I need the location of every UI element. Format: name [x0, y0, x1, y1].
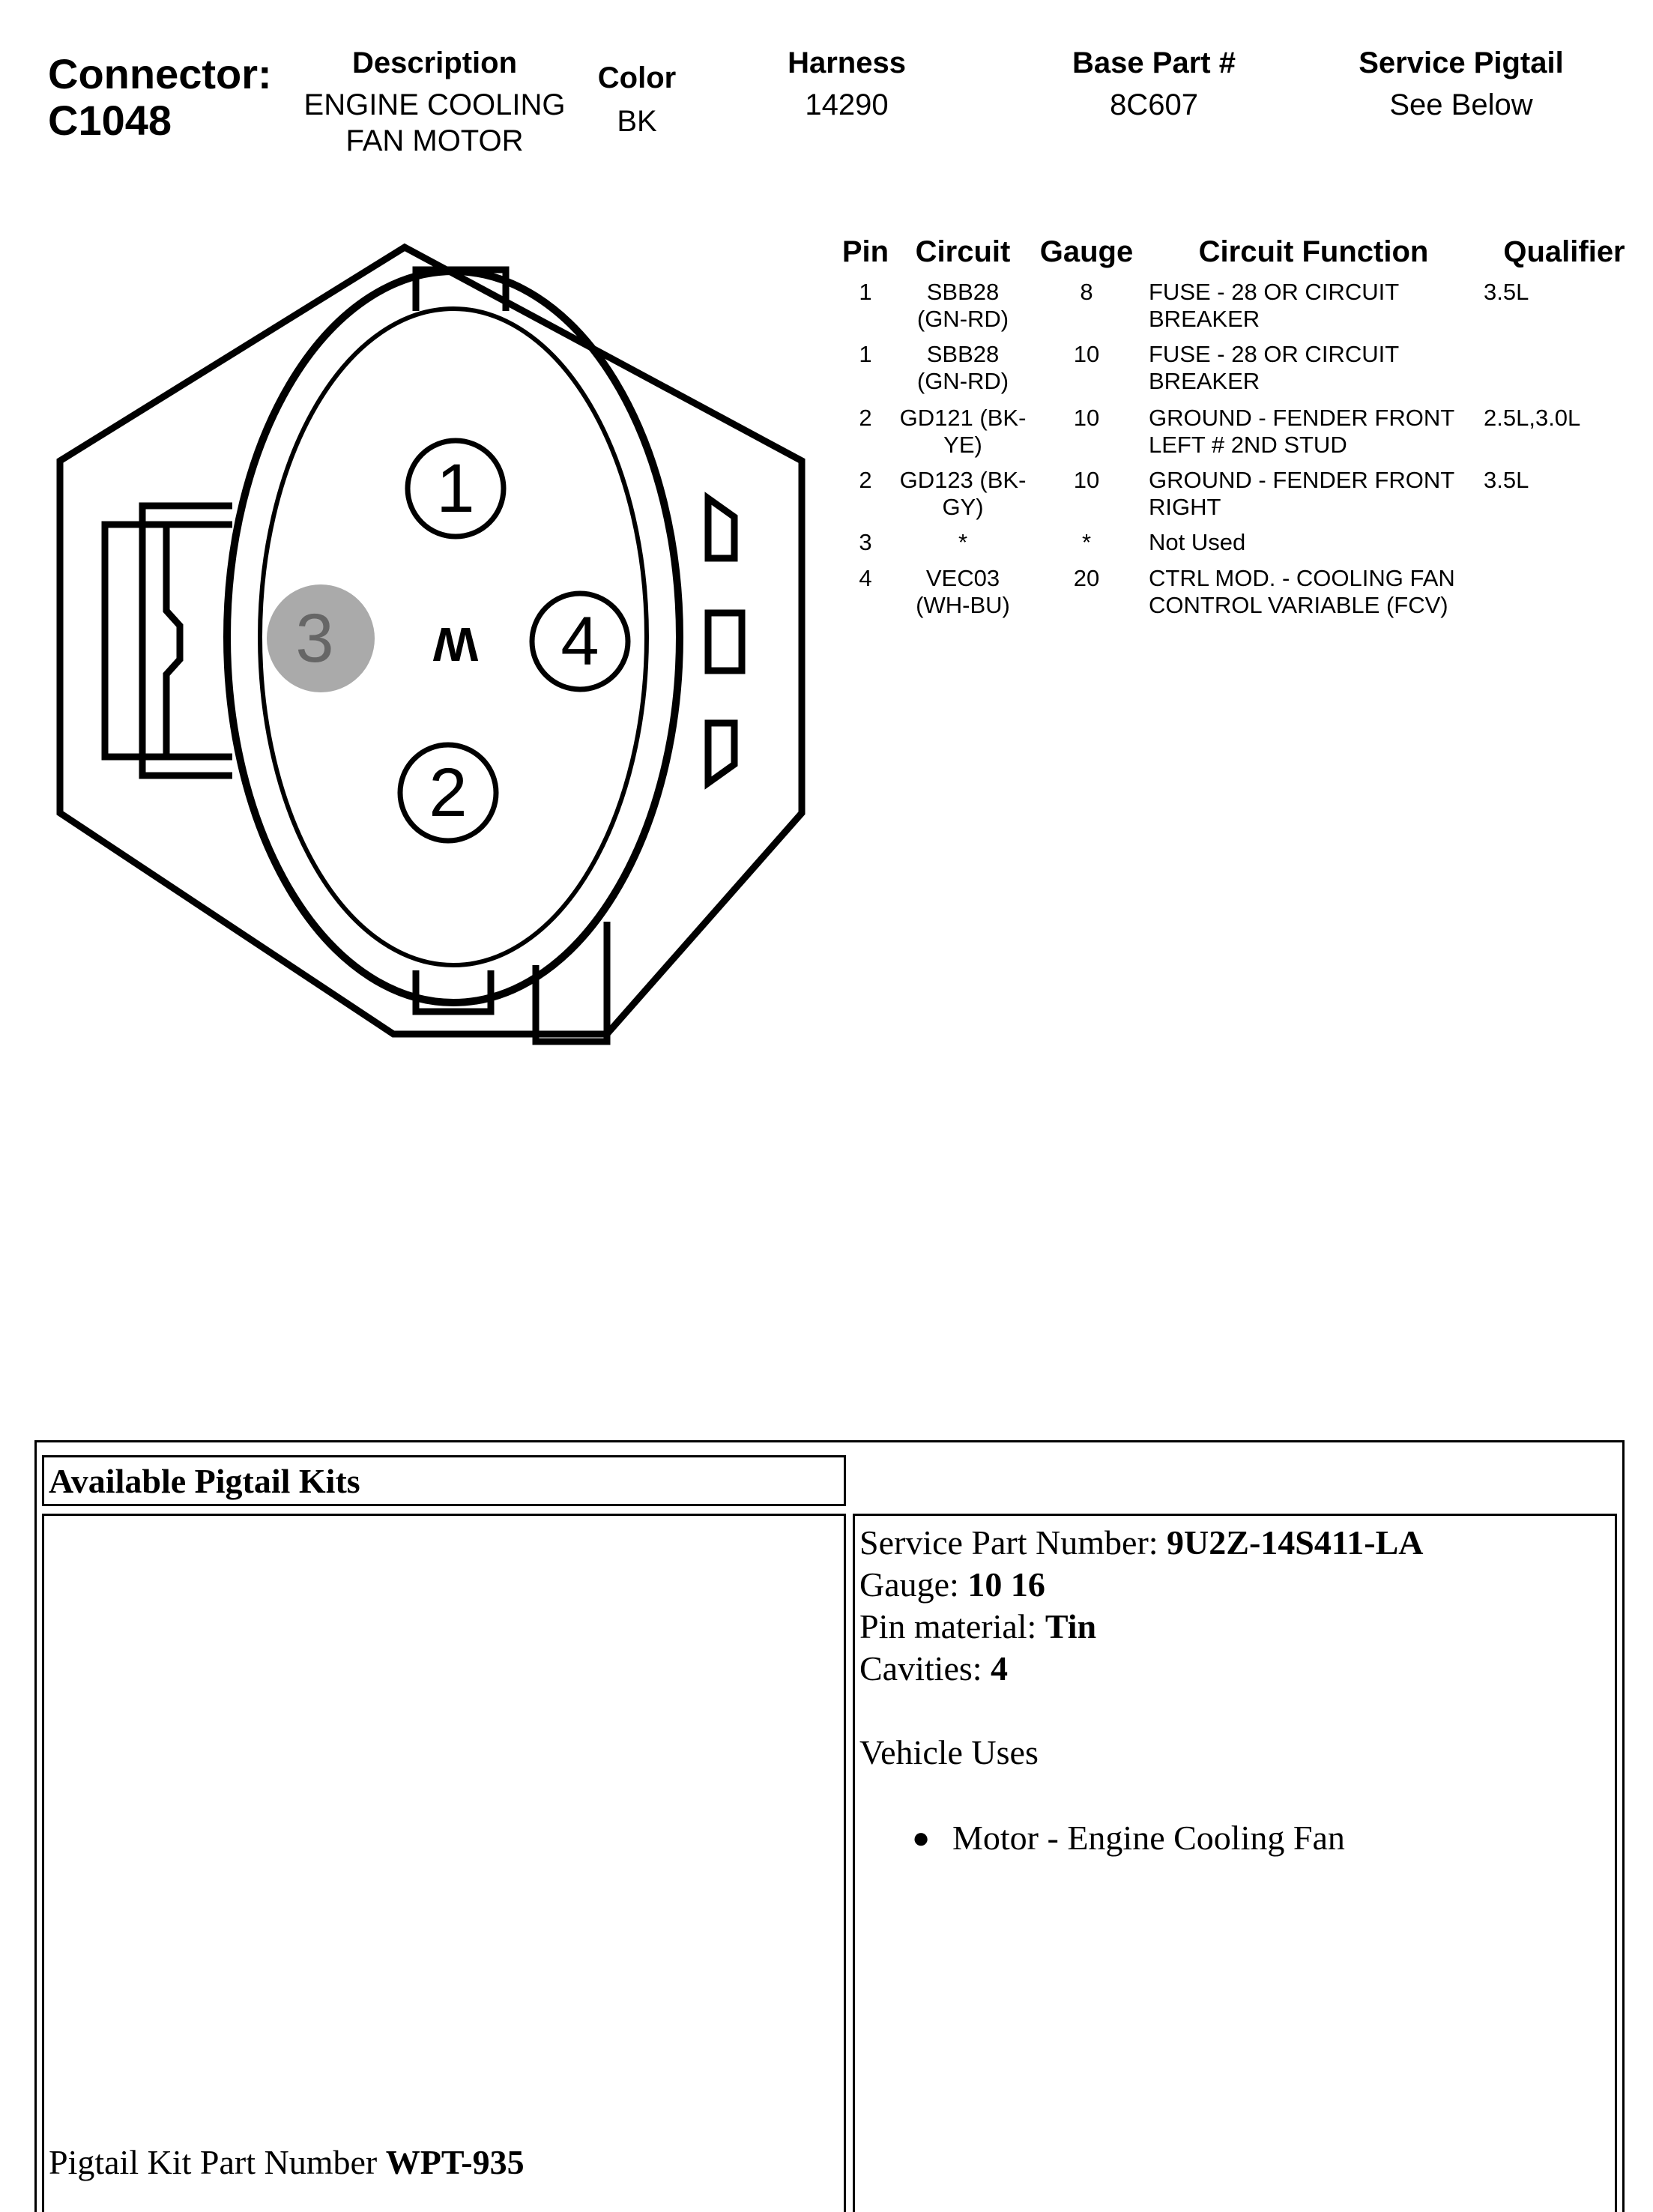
row-gauge: 8: [1080, 279, 1093, 305]
pin-2-label: 2: [429, 755, 468, 831]
row-gauge: 10: [1073, 467, 1100, 493]
pigtail-title: Available Pigtail Kits: [49, 1462, 360, 1500]
left-bracket: [142, 506, 232, 776]
row-function: CTRL MOD. - COOLING FAN CONTROL VARIABLE (FCV): [1149, 565, 1455, 618]
row-circuit: GD123 (BK- GY): [899, 467, 1027, 520]
right-bump-top: [708, 498, 734, 558]
vehicle-use-text: Motor - Engine Cooling Fan: [952, 1819, 1345, 1857]
bottom-key: [536, 922, 607, 1042]
pin-material: Pin material: Tin: [859, 1607, 1097, 1646]
harness-value: 14290: [805, 88, 889, 121]
row-pin: 1: [859, 279, 872, 305]
row-gauge: 20: [1073, 565, 1100, 591]
pin-2: [400, 745, 496, 841]
pin-3-label: 3: [295, 600, 334, 677]
service-pigtail-header: Service Pigtail: [1359, 46, 1564, 79]
row-function: GROUND - FENDER FRONT LEFT # 2ND STUD: [1149, 405, 1455, 458]
connector-face-diagram: [0, 0, 839, 1079]
pigtail-kit-cell: [42, 1514, 846, 2212]
row-circuit: *: [958, 529, 968, 555]
row-function: FUSE - 28 OR CIRCUIT BREAKER: [1149, 279, 1400, 332]
base-part-value: 8C607: [1110, 88, 1198, 121]
row-pin: 2: [859, 405, 872, 431]
pin-4-label: 4: [560, 603, 599, 680]
bullet-icon: ●: [912, 1821, 931, 1855]
left-bracket-notch: [166, 525, 180, 757]
color-header: Color: [597, 61, 677, 94]
right-bump-bottom: [708, 723, 734, 783]
description-header: Description: [351, 46, 518, 79]
connector-label: Connector:: [48, 50, 272, 97]
kit-label: Pigtail Kit Part Number: [49, 2143, 386, 2181]
key-letter: W: [432, 617, 479, 671]
pin-table-header-function: Circuit Function: [1198, 235, 1429, 268]
row-circuit: SBB28 (GN-RD): [916, 341, 1009, 394]
row-gauge: 10: [1073, 341, 1100, 367]
service-pigtail-column: [1326, 45, 1596, 123]
row-circuit: GD121 (BK- YE): [899, 405, 1027, 458]
row-circuit: VEC03 (WH-BU): [916, 565, 1010, 618]
row-gauge: 10: [1073, 405, 1100, 431]
pigtail-title-cell: [42, 1455, 846, 1506]
pigtail-kit-part-number: [49, 2142, 525, 2184]
row-function: FUSE - 28 OR CIRCUIT BREAKER: [1149, 341, 1400, 394]
cavities: Cavities: 4: [859, 1649, 1009, 1687]
row-circuit: SBB28 (GN-RD): [916, 279, 1009, 332]
right-bump-mid: [708, 613, 742, 671]
gauge: Gauge: 10 16: [859, 1565, 1045, 1604]
row-pin: 1: [859, 341, 872, 367]
pin-4: [532, 593, 628, 689]
row-qualifier: 3.5L: [1484, 279, 1529, 305]
connector-id: C1048: [48, 97, 172, 144]
pigtail-detail-cell: [853, 1514, 1617, 2212]
kit-number: WPT-935: [385, 2143, 525, 2181]
row-function: GROUND - FENDER FRONT RIGHT: [1149, 467, 1455, 520]
pigtail-details: [859, 1522, 1609, 1859]
pin-table-header-gauge: Gauge: [1039, 235, 1134, 268]
service-pigtail-value: See Below: [1389, 88, 1533, 121]
pin-table-header-pin: Pin: [841, 235, 889, 268]
base-part-column: [1034, 45, 1274, 123]
row-qualifier: 2.5L,3.0L: [1484, 405, 1581, 431]
row-function: Not Used: [1149, 529, 1246, 555]
pin-1: [408, 441, 504, 537]
row-pin: 2: [859, 467, 872, 493]
color-value: BK: [617, 105, 657, 138]
row-gauge: *: [1081, 529, 1092, 555]
service-part-number: Service Part Number: 9U2Z-14S411-LA: [859, 1523, 1424, 1562]
housing-outline: [60, 247, 802, 1034]
pin-3-unused: [267, 584, 375, 692]
row-qualifier: 3.5L: [1484, 467, 1529, 493]
description-line-2: FAN MOTOR: [345, 124, 524, 157]
pin-1-label: 1: [436, 450, 475, 527]
pin-table-header-circuit: Circuit: [915, 235, 1011, 268]
row-pin: 4: [859, 565, 872, 591]
pin-table-header-qualifier: Qualifier: [1503, 235, 1625, 268]
row-pin: 3: [859, 529, 872, 555]
vehicle-use-item: [859, 1817, 1609, 1859]
description-line-1: ENGINE COOLING: [303, 88, 566, 121]
harness-header: Harness: [788, 46, 906, 79]
base-part-header: Base Part #: [1072, 46, 1236, 79]
vehicle-uses-label: Vehicle Uses: [859, 1733, 1039, 1771]
